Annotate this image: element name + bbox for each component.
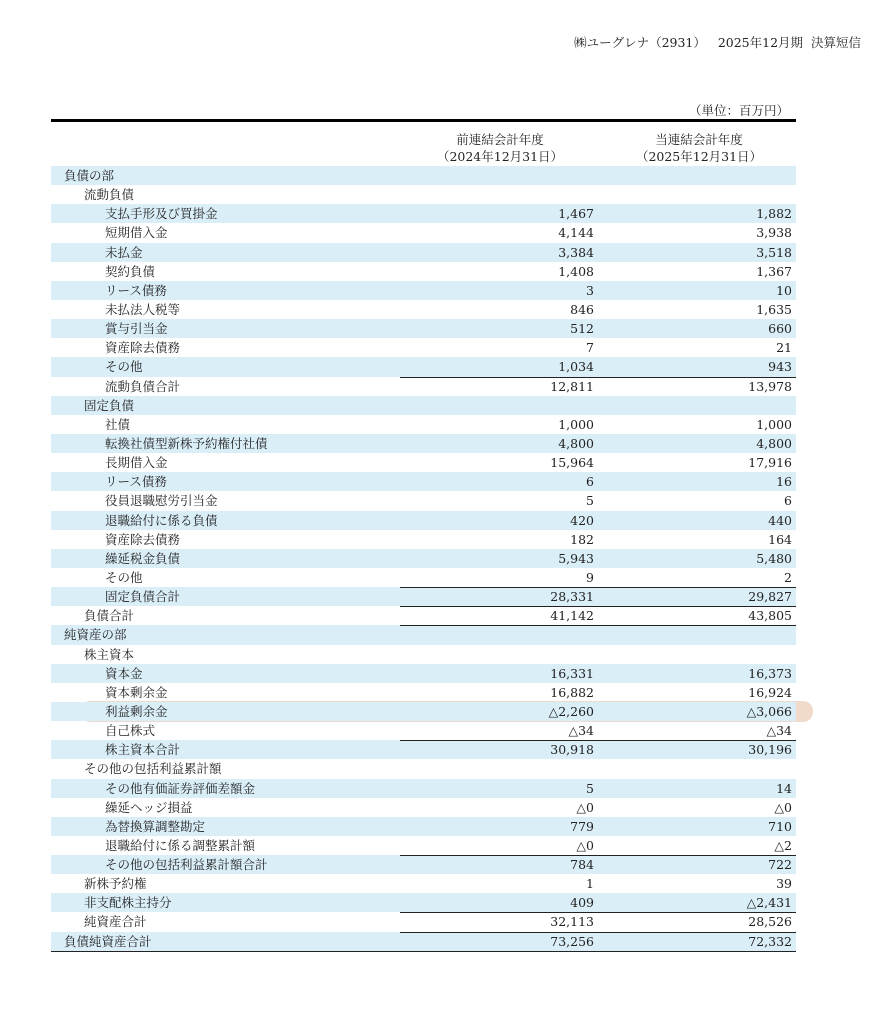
table-row bbox=[51, 664, 796, 683]
table-row bbox=[51, 491, 796, 510]
table-row-subtotal bbox=[51, 740, 796, 759]
value-prev: 846 bbox=[570, 301, 594, 317]
value-prev: 12,811 bbox=[550, 378, 594, 394]
table-row bbox=[51, 721, 796, 740]
row-label: 純資産合計 bbox=[84, 914, 147, 930]
value-curr: 6 bbox=[784, 493, 792, 509]
row-label: 繰延ヘッジ損益 bbox=[105, 799, 193, 815]
table-row bbox=[51, 472, 796, 491]
row-label: 支払手形及び買掛金 bbox=[105, 206, 218, 222]
table-row bbox=[51, 415, 796, 434]
row-label: 退職給付に係る調整累計額 bbox=[105, 837, 256, 853]
value-curr: 722 bbox=[768, 857, 792, 873]
table-row-subtotal bbox=[51, 855, 796, 874]
table-row-subtotal bbox=[51, 587, 796, 606]
table-row bbox=[51, 530, 796, 549]
column-header-curr-date: （2025年12月31日） bbox=[635, 149, 763, 164]
row-label: 契約負債 bbox=[105, 263, 156, 279]
document-header bbox=[574, 33, 861, 51]
fiscal-period: 2025年12月期 bbox=[717, 35, 804, 50]
row-label: 資産除去債務 bbox=[105, 340, 181, 356]
row-label: 負債合計 bbox=[84, 608, 135, 624]
table-row bbox=[51, 568, 796, 587]
value-prev: 16,331 bbox=[550, 665, 594, 681]
value-prev: 4,144 bbox=[558, 225, 594, 241]
value-prev: △34 bbox=[568, 723, 594, 739]
row-label: 資産除去債務 bbox=[105, 531, 181, 547]
table-row-retained-earnings bbox=[51, 702, 796, 721]
value-prev: 182 bbox=[570, 531, 594, 547]
value-prev: 41,142 bbox=[550, 608, 594, 624]
row-label: 流動負債 bbox=[84, 187, 135, 203]
value-curr: 164 bbox=[768, 531, 792, 547]
column-header-prev bbox=[400, 131, 600, 165]
table-row bbox=[51, 759, 796, 778]
value-curr: 2 bbox=[784, 569, 792, 585]
row-label: 資本剰余金 bbox=[105, 684, 168, 700]
row-label: 繰延税金負債 bbox=[105, 550, 181, 566]
column-header-prev-name: 前連結会計年度 bbox=[456, 132, 544, 147]
table-row-grand-total bbox=[51, 932, 796, 952]
row-label: 社債 bbox=[105, 416, 131, 432]
row-label: 固定負債 bbox=[84, 397, 135, 413]
value-prev: 1,034 bbox=[558, 359, 594, 375]
row-label: 負債純資産合計 bbox=[64, 933, 152, 949]
value-curr: 14 bbox=[776, 780, 792, 796]
value-prev: 1,408 bbox=[558, 263, 594, 279]
unit-label: （単位：百万円） bbox=[688, 103, 789, 118]
value-curr: 13,978 bbox=[748, 378, 792, 394]
value-prev: 7 bbox=[586, 340, 594, 356]
table-row bbox=[51, 319, 796, 338]
value-prev: 779 bbox=[570, 818, 594, 834]
value-prev: 3 bbox=[586, 282, 594, 298]
table-row bbox=[51, 300, 796, 319]
row-label: 株主資本 bbox=[84, 646, 135, 662]
table-row bbox=[51, 645, 796, 664]
value-curr: 3,938 bbox=[756, 225, 792, 241]
value-curr: 5,480 bbox=[756, 550, 792, 566]
value-prev: 5 bbox=[586, 493, 594, 509]
table-row bbox=[51, 262, 796, 281]
value-prev: 409 bbox=[570, 895, 594, 911]
row-label: 長期借入金 bbox=[105, 455, 168, 471]
value-curr: 43,805 bbox=[748, 608, 792, 624]
column-header-prev-date: （2024年12月31日） bbox=[436, 149, 564, 164]
value-prev: 73,256 bbox=[550, 933, 594, 949]
value-curr: 30,196 bbox=[748, 742, 792, 758]
value-prev: 5,943 bbox=[558, 550, 594, 566]
row-label: 為替換算調整勘定 bbox=[105, 818, 206, 834]
table-row bbox=[51, 549, 796, 568]
row-label: 株主資本合計 bbox=[105, 742, 181, 758]
row-label: 短期借入金 bbox=[105, 225, 168, 241]
row-label: 非支配株主持分 bbox=[84, 895, 172, 911]
row-label: その他の包括利益累計額 bbox=[84, 761, 222, 777]
table-row-total bbox=[51, 606, 796, 625]
table-row bbox=[51, 357, 796, 376]
row-label: 未払金 bbox=[105, 244, 143, 260]
value-curr: △34 bbox=[766, 723, 792, 739]
value-curr: 16,373 bbox=[748, 665, 792, 681]
table-row bbox=[51, 166, 796, 185]
value-prev: 30,918 bbox=[550, 742, 594, 758]
value-prev: 6 bbox=[586, 474, 594, 490]
table-row bbox=[51, 817, 796, 836]
row-label: 賞与引当金 bbox=[105, 321, 168, 337]
value-prev: 9 bbox=[586, 569, 594, 585]
row-label: その他有価証券評価差額金 bbox=[105, 780, 256, 796]
value-prev: 1 bbox=[586, 876, 594, 892]
value-curr: 1,635 bbox=[756, 301, 792, 317]
value-prev: △2,260 bbox=[548, 703, 594, 719]
document-type: 決算短信 bbox=[810, 35, 861, 50]
value-prev: 3,384 bbox=[558, 244, 594, 260]
company-name: ㈱ユーグレナ（2931） bbox=[574, 35, 706, 50]
table-row bbox=[51, 798, 796, 817]
value-curr: △2 bbox=[774, 837, 792, 853]
column-header-curr bbox=[599, 131, 799, 165]
value-curr: 1,882 bbox=[756, 206, 792, 222]
table-row bbox=[51, 683, 796, 702]
row-label: リース債務 bbox=[105, 282, 167, 298]
value-prev: 1,467 bbox=[558, 206, 594, 222]
value-curr: 1,000 bbox=[756, 416, 792, 432]
value-prev: 4,800 bbox=[558, 435, 594, 451]
table-row bbox=[51, 338, 796, 357]
value-curr: 28,526 bbox=[748, 914, 792, 930]
table-row bbox=[51, 223, 796, 242]
value-prev: 784 bbox=[570, 857, 594, 873]
table-row bbox=[51, 204, 796, 223]
table-row bbox=[51, 893, 796, 912]
row-label: その他 bbox=[105, 569, 143, 585]
table-row bbox=[51, 434, 796, 453]
value-prev: 5 bbox=[586, 780, 594, 796]
table-row bbox=[51, 396, 796, 415]
value-curr: 16,924 bbox=[748, 684, 792, 700]
value-curr: 10 bbox=[776, 282, 792, 298]
value-prev: 512 bbox=[570, 321, 594, 337]
value-prev: 15,964 bbox=[550, 455, 594, 471]
value-curr: 943 bbox=[768, 359, 792, 375]
table-row bbox=[51, 185, 796, 204]
value-prev: △0 bbox=[576, 799, 594, 815]
row-label: 負債の部 bbox=[64, 168, 115, 183]
value-curr: △3,066 bbox=[746, 703, 792, 719]
value-curr: 4,800 bbox=[756, 435, 792, 451]
value-curr: 17,916 bbox=[748, 455, 792, 471]
row-label: 固定負債合計 bbox=[105, 589, 181, 605]
value-curr: 3,518 bbox=[756, 244, 792, 260]
table-row-subtotal bbox=[51, 377, 796, 396]
value-curr: 1,367 bbox=[756, 263, 792, 279]
column-headers bbox=[51, 122, 796, 166]
row-label: 転換社債型新株予約権付社債 bbox=[105, 435, 268, 451]
row-label: 流動負債合計 bbox=[105, 378, 181, 394]
value-prev: 28,331 bbox=[550, 589, 594, 605]
table-row bbox=[51, 281, 796, 300]
value-prev: 32,113 bbox=[550, 914, 594, 930]
row-label: 新株予約権 bbox=[84, 876, 147, 892]
value-curr: 440 bbox=[768, 512, 792, 528]
value-curr: △0 bbox=[774, 799, 792, 815]
balance-sheet-table bbox=[51, 119, 796, 952]
table-row bbox=[51, 511, 796, 530]
value-curr: 710 bbox=[768, 818, 792, 834]
row-label: その他の包括利益累計額合計 bbox=[105, 857, 268, 873]
table-row-total bbox=[51, 912, 796, 931]
value-prev: 1,000 bbox=[558, 416, 594, 432]
value-curr: 72,332 bbox=[748, 933, 792, 949]
table-row bbox=[51, 625, 796, 644]
value-curr: 39 bbox=[776, 876, 792, 892]
value-curr: 660 bbox=[768, 321, 792, 337]
value-prev: 420 bbox=[570, 512, 594, 528]
row-label: リース債務 bbox=[105, 474, 167, 490]
row-label: 自己株式 bbox=[105, 723, 156, 739]
value-prev: 16,882 bbox=[550, 684, 594, 700]
column-header-curr-name: 当連結会計年度 bbox=[655, 132, 743, 147]
row-label: その他 bbox=[105, 359, 143, 375]
value-curr: 16 bbox=[776, 474, 792, 490]
table-row bbox=[51, 243, 796, 262]
value-curr: 21 bbox=[776, 340, 792, 356]
table-row bbox=[51, 874, 796, 893]
value-prev: △0 bbox=[576, 837, 594, 853]
table-row bbox=[51, 453, 796, 472]
value-curr: 29,827 bbox=[748, 589, 792, 605]
table-row bbox=[51, 836, 796, 855]
row-label: 資本金 bbox=[105, 665, 143, 681]
value-curr: △2,431 bbox=[746, 895, 792, 911]
row-label: 未払法人税等 bbox=[105, 301, 181, 317]
row-label: 役員退職慰労引当金 bbox=[105, 493, 218, 509]
table-row bbox=[51, 779, 796, 798]
row-label: 利益剰余金 bbox=[105, 703, 168, 719]
row-label: 純資産の部 bbox=[64, 627, 127, 643]
row-label: 退職給付に係る負債 bbox=[105, 512, 218, 528]
